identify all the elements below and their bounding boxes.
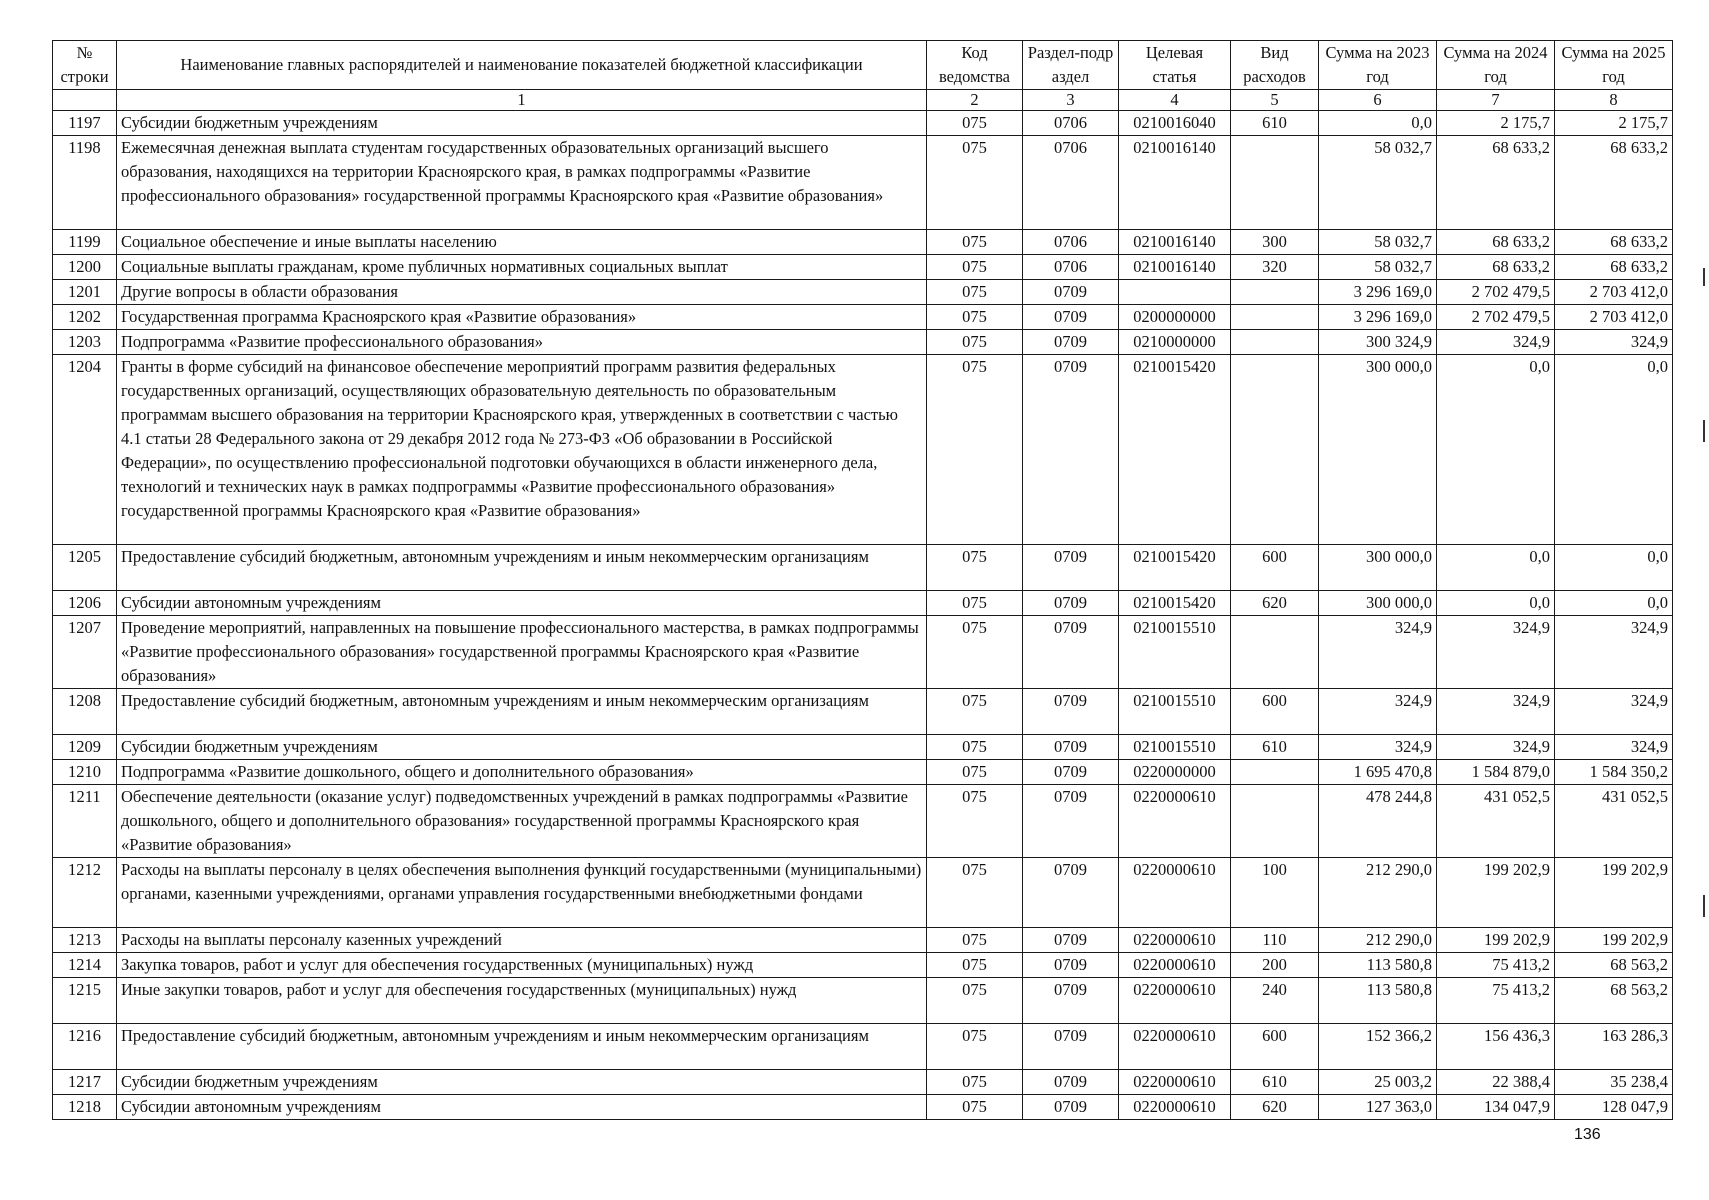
- sum-2025-cell: 163 286,3: [1555, 1024, 1673, 1070]
- target-article-cell: 0220000000: [1119, 760, 1231, 785]
- table-body: [53, 111, 1673, 1120]
- row-name-cell: Расходы на выплаты персоналу в целях обеспечения выполнения функций государственными (муниципальными) органами, казенными учреждениями, органами управления государственными внебюджетными фондами: [117, 858, 927, 928]
- expense-type-cell: [1231, 330, 1319, 355]
- sum-2025-cell: 324,9: [1555, 689, 1673, 735]
- row-number-cell: 1207: [53, 616, 117, 689]
- row-name-cell: Субсидии бюджетным учреждениям: [117, 111, 927, 136]
- sum-2024-cell: 2 702 479,5: [1437, 280, 1555, 305]
- department-code-cell: 075: [927, 255, 1023, 280]
- sum-2025-cell: 0,0: [1555, 545, 1673, 591]
- expense-type-cell: 620: [1231, 1095, 1319, 1120]
- department-code-cell: 075: [927, 953, 1023, 978]
- sum-2024-cell: 1 584 879,0: [1437, 760, 1555, 785]
- section-code-cell: 0709: [1023, 953, 1119, 978]
- sum-2023-cell: 127 363,0: [1319, 1095, 1437, 1120]
- section-code-cell: 0709: [1023, 858, 1119, 928]
- target-article-cell: 0210016140: [1119, 230, 1231, 255]
- sum-2025-cell: 128 047,9: [1555, 1095, 1673, 1120]
- table-row: [53, 591, 1673, 616]
- department-code-cell: 075: [927, 616, 1023, 689]
- table-row: [53, 953, 1673, 978]
- table-row: [53, 136, 1673, 230]
- row-number-cell: 1209: [53, 735, 117, 760]
- row-number-cell: 1206: [53, 591, 117, 616]
- sum-2024-cell: 68 633,2: [1437, 230, 1555, 255]
- sum-2024-cell: 2 702 479,5: [1437, 305, 1555, 330]
- table-row: [53, 1070, 1673, 1095]
- row-name-cell: Предоставление субсидий бюджетным, автономным учреждениям и иным некоммерческим организациям: [117, 1024, 927, 1070]
- row-number-cell: 1218: [53, 1095, 117, 1120]
- department-code-cell: 075: [927, 280, 1023, 305]
- section-code-cell: 0709: [1023, 280, 1119, 305]
- row-name-cell: Субсидии автономным учреждениям: [117, 591, 927, 616]
- budget-table: [52, 40, 1673, 1120]
- table-row: [53, 355, 1673, 545]
- sum-2023-cell: 58 032,7: [1319, 230, 1437, 255]
- table-row: [53, 928, 1673, 953]
- row-name-cell: Социальные выплаты гражданам, кроме публичных нормативных социальных выплат: [117, 255, 927, 280]
- index-cell-4: 4: [1119, 90, 1231, 111]
- scan-edge-mark: [1703, 268, 1705, 286]
- table-row: [53, 545, 1673, 591]
- section-code-cell: 0709: [1023, 1095, 1119, 1120]
- expense-type-cell: 610: [1231, 735, 1319, 760]
- header-target-article: Целевая статья: [1119, 41, 1231, 90]
- target-article-cell: 0210000000: [1119, 330, 1231, 355]
- expense-type-cell: 300: [1231, 230, 1319, 255]
- target-article-cell: 0210015420: [1119, 355, 1231, 545]
- section-code-cell: 0709: [1023, 928, 1119, 953]
- index-cell-6: 6: [1319, 90, 1437, 111]
- target-article-cell: [1119, 280, 1231, 305]
- target-article-cell: 0200000000: [1119, 305, 1231, 330]
- sum-2025-cell: 0,0: [1555, 591, 1673, 616]
- sum-2024-cell: 2 175,7: [1437, 111, 1555, 136]
- row-name-cell: Расходы на выплаты персоналу казенных учреждений: [117, 928, 927, 953]
- section-code-cell: 0709: [1023, 1024, 1119, 1070]
- department-code-cell: 075: [927, 1024, 1023, 1070]
- sum-2023-cell: 300 000,0: [1319, 545, 1437, 591]
- sum-2025-cell: 199 202,9: [1555, 928, 1673, 953]
- target-article-cell: 0210015420: [1119, 545, 1231, 591]
- row-name-cell: Субсидии бюджетным учреждениям: [117, 735, 927, 760]
- department-code-cell: 075: [927, 136, 1023, 230]
- section-code-cell: 0709: [1023, 616, 1119, 689]
- row-number-cell: 1214: [53, 953, 117, 978]
- expense-type-cell: [1231, 785, 1319, 858]
- expense-type-cell: 620: [1231, 591, 1319, 616]
- row-number-cell: 1211: [53, 785, 117, 858]
- sum-2024-cell: 324,9: [1437, 689, 1555, 735]
- row-name-cell: Проведение мероприятий, направленных на повышение профессионального мастерства, в рамках подпрограммы «Развитие профессионального образования» государственной программы Красноярского края «Развитие образования»: [117, 616, 927, 689]
- sum-2025-cell: 324,9: [1555, 330, 1673, 355]
- sum-2023-cell: 324,9: [1319, 689, 1437, 735]
- row-number-cell: 1217: [53, 1070, 117, 1095]
- sum-2025-cell: 68 563,2: [1555, 953, 1673, 978]
- expense-type-cell: [1231, 760, 1319, 785]
- sum-2023-cell: 300 000,0: [1319, 591, 1437, 616]
- header-sum-2025: Сумма на 2025 год: [1555, 41, 1673, 90]
- department-code-cell: 075: [927, 928, 1023, 953]
- row-number-cell: 1215: [53, 978, 117, 1024]
- department-code-cell: 075: [927, 858, 1023, 928]
- row-number-cell: 1203: [53, 330, 117, 355]
- department-code-cell: 075: [927, 545, 1023, 591]
- row-number-cell: 1205: [53, 545, 117, 591]
- sum-2023-cell: 212 290,0: [1319, 928, 1437, 953]
- department-code-cell: 075: [927, 305, 1023, 330]
- header-row-number: № строки: [53, 41, 117, 90]
- sum-2024-cell: 199 202,9: [1437, 928, 1555, 953]
- row-name-cell: Субсидии бюджетным учреждениям: [117, 1070, 927, 1095]
- sum-2024-cell: 199 202,9: [1437, 858, 1555, 928]
- expense-type-cell: 600: [1231, 545, 1319, 591]
- row-number-cell: 1213: [53, 928, 117, 953]
- sum-2023-cell: 25 003,2: [1319, 1070, 1437, 1095]
- row-name-cell: Закупка товаров, работ и услуг для обеспечения государственных (муниципальных) нужд: [117, 953, 927, 978]
- sum-2024-cell: 0,0: [1437, 545, 1555, 591]
- index-cell-0: [53, 90, 117, 111]
- expense-type-cell: 110: [1231, 928, 1319, 953]
- row-name-cell: Гранты в форме субсидий на финансовое обеспечение мероприятий программ развития федеральных государственных организаций, осуществляющих образовательную деятельность по образовательным программам высшего образования на территории Красноярского края, утвержденных в соответствии с частью 4.1 статьи 28 Федерального закона от 29 декабря 2012 года № 273-ФЗ «Об образовании в Российской Федерации», по осуществлению профессиональной подготовки обучающихся в области инженерного дела, технологий и технических наук в рамках подпрограммы «Развитие профессионального образования» государственной программы Красноярского края «Развитие образования»: [117, 355, 927, 545]
- sum-2023-cell: 324,9: [1319, 616, 1437, 689]
- section-code-cell: 0709: [1023, 760, 1119, 785]
- header-department-code: Код ведомства: [927, 41, 1023, 90]
- target-article-cell: 0220000610: [1119, 1095, 1231, 1120]
- sum-2023-cell: 3 296 169,0: [1319, 280, 1437, 305]
- department-code-cell: 075: [927, 735, 1023, 760]
- sum-2023-cell: 58 032,7: [1319, 255, 1437, 280]
- index-cell-3: 3: [1023, 90, 1119, 111]
- department-code-cell: 075: [927, 330, 1023, 355]
- table-row: [53, 735, 1673, 760]
- row-name-cell: Государственная программа Красноярского края «Развитие образования»: [117, 305, 927, 330]
- row-name-cell: Субсидии автономным учреждениям: [117, 1095, 927, 1120]
- sum-2025-cell: 68 633,2: [1555, 255, 1673, 280]
- sum-2024-cell: 324,9: [1437, 330, 1555, 355]
- column-index-row: [53, 90, 1673, 111]
- row-name-cell: Подпрограмма «Развитие профессионального образования»: [117, 330, 927, 355]
- section-code-cell: 0709: [1023, 355, 1119, 545]
- sum-2024-cell: 431 052,5: [1437, 785, 1555, 858]
- department-code-cell: 075: [927, 591, 1023, 616]
- table-row: [53, 616, 1673, 689]
- sum-2023-cell: 212 290,0: [1319, 858, 1437, 928]
- sum-2025-cell: 0,0: [1555, 355, 1673, 545]
- sum-2024-cell: 324,9: [1437, 616, 1555, 689]
- table-row: [53, 689, 1673, 735]
- section-code-cell: 0709: [1023, 545, 1119, 591]
- sum-2023-cell: 58 032,7: [1319, 136, 1437, 230]
- row-name-cell: Ежемесячная денежная выплата студентам государственных образовательных организаций высшего образования, находящихся на территории Красноярского края, в рамках подпрограммы «Развитие профессионального образования» государственной программы Красноярского края «Развитие образования»: [117, 136, 927, 230]
- expense-type-cell: 600: [1231, 689, 1319, 735]
- department-code-cell: 075: [927, 1095, 1023, 1120]
- section-code-cell: 0709: [1023, 305, 1119, 330]
- section-code-cell: 0706: [1023, 255, 1119, 280]
- target-article-cell: 0220000610: [1119, 928, 1231, 953]
- index-cell-1: 1: [117, 90, 927, 111]
- table-row: [53, 858, 1673, 928]
- row-number-cell: 1198: [53, 136, 117, 230]
- target-article-cell: 0220000610: [1119, 858, 1231, 928]
- sum-2024-cell: 68 633,2: [1437, 136, 1555, 230]
- row-name-cell: Предоставление субсидий бюджетным, автономным учреждениям и иным некоммерческим организациям: [117, 689, 927, 735]
- expense-type-cell: 610: [1231, 111, 1319, 136]
- section-code-cell: 0706: [1023, 136, 1119, 230]
- table-row: [53, 1095, 1673, 1120]
- header-sum-2024: Сумма на 2024 год: [1437, 41, 1555, 90]
- expense-type-cell: [1231, 355, 1319, 545]
- table-row: [53, 330, 1673, 355]
- sum-2024-cell: 0,0: [1437, 355, 1555, 545]
- sum-2025-cell: 324,9: [1555, 616, 1673, 689]
- row-name-cell: Другие вопросы в области образования: [117, 280, 927, 305]
- expense-type-cell: 100: [1231, 858, 1319, 928]
- expense-type-cell: [1231, 616, 1319, 689]
- section-code-cell: 0709: [1023, 978, 1119, 1024]
- sum-2023-cell: 1 695 470,8: [1319, 760, 1437, 785]
- target-article-cell: 0210016140: [1119, 255, 1231, 280]
- row-number-cell: 1197: [53, 111, 117, 136]
- row-name-cell: Социальное обеспечение и иные выплаты населению: [117, 230, 927, 255]
- row-name-cell: Обеспечение деятельности (оказание услуг) подведомственных учреждений в рамках подпрограммы «Развитие дошкольного, общего и дополнительного образования» государственной программы Красноярского края «Развитие образования»: [117, 785, 927, 858]
- sum-2023-cell: 113 580,8: [1319, 978, 1437, 1024]
- section-code-cell: 0709: [1023, 1070, 1119, 1095]
- target-article-cell: 0210016040: [1119, 111, 1231, 136]
- sum-2023-cell: 300 324,9: [1319, 330, 1437, 355]
- index-cell-2: 2: [927, 90, 1023, 111]
- row-name-cell: Предоставление субсидий бюджетным, автономным учреждениям и иным некоммерческим организациям: [117, 545, 927, 591]
- target-article-cell: 0220000610: [1119, 953, 1231, 978]
- department-code-cell: 075: [927, 689, 1023, 735]
- sum-2025-cell: 2 175,7: [1555, 111, 1673, 136]
- sum-2023-cell: 3 296 169,0: [1319, 305, 1437, 330]
- table-row: [53, 785, 1673, 858]
- sum-2024-cell: 0,0: [1437, 591, 1555, 616]
- expense-type-cell: [1231, 136, 1319, 230]
- sum-2023-cell: 478 244,8: [1319, 785, 1437, 858]
- sum-2025-cell: 324,9: [1555, 735, 1673, 760]
- index-cell-8: 8: [1555, 90, 1673, 111]
- section-code-cell: 0706: [1023, 111, 1119, 136]
- row-number-cell: 1210: [53, 760, 117, 785]
- sum-2024-cell: 134 047,9: [1437, 1095, 1555, 1120]
- expense-type-cell: [1231, 305, 1319, 330]
- department-code-cell: 075: [927, 355, 1023, 545]
- expense-type-cell: [1231, 280, 1319, 305]
- target-article-cell: 0210015510: [1119, 735, 1231, 760]
- sum-2025-cell: 199 202,9: [1555, 858, 1673, 928]
- section-code-cell: 0706: [1023, 230, 1119, 255]
- expense-type-cell: 610: [1231, 1070, 1319, 1095]
- scan-edge-mark: [1703, 895, 1705, 917]
- target-article-cell: 0210015420: [1119, 591, 1231, 616]
- target-article-cell: 0210016140: [1119, 136, 1231, 230]
- department-code-cell: 075: [927, 978, 1023, 1024]
- row-number-cell: 1216: [53, 1024, 117, 1070]
- sum-2025-cell: 1 584 350,2: [1555, 760, 1673, 785]
- table-row: [53, 280, 1673, 305]
- header-section: Раздел-подраздел: [1023, 41, 1119, 90]
- expense-type-cell: 240: [1231, 978, 1319, 1024]
- department-code-cell: 075: [927, 760, 1023, 785]
- row-name-cell: Подпрограмма «Развитие дошкольного, общего и дополнительного образования»: [117, 760, 927, 785]
- target-article-cell: 0220000610: [1119, 978, 1231, 1024]
- sum-2025-cell: 68 633,2: [1555, 136, 1673, 230]
- target-article-cell: 0210015510: [1119, 689, 1231, 735]
- section-code-cell: 0709: [1023, 591, 1119, 616]
- target-article-cell: 0220000610: [1119, 785, 1231, 858]
- sum-2025-cell: 431 052,5: [1555, 785, 1673, 858]
- sum-2024-cell: 75 413,2: [1437, 953, 1555, 978]
- table-row: [53, 230, 1673, 255]
- sum-2024-cell: 75 413,2: [1437, 978, 1555, 1024]
- header-row: [53, 41, 1673, 90]
- table-row: [53, 255, 1673, 280]
- sum-2023-cell: 324,9: [1319, 735, 1437, 760]
- sum-2025-cell: 68 563,2: [1555, 978, 1673, 1024]
- table-row: [53, 978, 1673, 1024]
- row-number-cell: 1204: [53, 355, 117, 545]
- row-number-cell: 1208: [53, 689, 117, 735]
- row-name-cell: Иные закупки товаров, работ и услуг для обеспечения государственных (муниципальных) нужд: [117, 978, 927, 1024]
- page-number: 136: [1574, 1126, 1601, 1143]
- department-code-cell: 075: [927, 785, 1023, 858]
- department-code-cell: 075: [927, 1070, 1023, 1095]
- table-row: [53, 305, 1673, 330]
- header-sum-2023: Сумма на 2023 год: [1319, 41, 1437, 90]
- target-article-cell: 0220000610: [1119, 1024, 1231, 1070]
- target-article-cell: 0210015510: [1119, 616, 1231, 689]
- sum-2023-cell: 113 580,8: [1319, 953, 1437, 978]
- section-code-cell: 0709: [1023, 735, 1119, 760]
- department-code-cell: 075: [927, 230, 1023, 255]
- sum-2023-cell: 300 000,0: [1319, 355, 1437, 545]
- section-code-cell: 0709: [1023, 689, 1119, 735]
- table-row: [53, 1024, 1673, 1070]
- sum-2025-cell: 2 703 412,0: [1555, 280, 1673, 305]
- sum-2025-cell: 35 238,4: [1555, 1070, 1673, 1095]
- header-name: Наименование главных распорядителей и наименование показателей бюджетной классификации: [117, 41, 927, 90]
- row-number-cell: 1212: [53, 858, 117, 928]
- sum-2023-cell: 152 366,2: [1319, 1024, 1437, 1070]
- sum-2025-cell: 68 633,2: [1555, 230, 1673, 255]
- section-code-cell: 0709: [1023, 330, 1119, 355]
- sum-2024-cell: 22 388,4: [1437, 1070, 1555, 1095]
- expense-type-cell: 200: [1231, 953, 1319, 978]
- index-cell-5: 5: [1231, 90, 1319, 111]
- expense-type-cell: 600: [1231, 1024, 1319, 1070]
- expense-type-cell: 320: [1231, 255, 1319, 280]
- sum-2025-cell: 2 703 412,0: [1555, 305, 1673, 330]
- table-row: [53, 111, 1673, 136]
- sum-2023-cell: 0,0: [1319, 111, 1437, 136]
- index-cell-7: 7: [1437, 90, 1555, 111]
- sum-2024-cell: 324,9: [1437, 735, 1555, 760]
- sum-2024-cell: 68 633,2: [1437, 255, 1555, 280]
- row-number-cell: 1199: [53, 230, 117, 255]
- row-number-cell: 1200: [53, 255, 117, 280]
- section-code-cell: 0709: [1023, 785, 1119, 858]
- department-code-cell: 075: [927, 111, 1023, 136]
- table-row: [53, 760, 1673, 785]
- row-number-cell: 1201: [53, 280, 117, 305]
- target-article-cell: 0220000610: [1119, 1070, 1231, 1095]
- row-number-cell: 1202: [53, 305, 117, 330]
- scan-edge-mark: [1703, 420, 1705, 442]
- sum-2024-cell: 156 436,3: [1437, 1024, 1555, 1070]
- header-expense-type: Вид расходов: [1231, 41, 1319, 90]
